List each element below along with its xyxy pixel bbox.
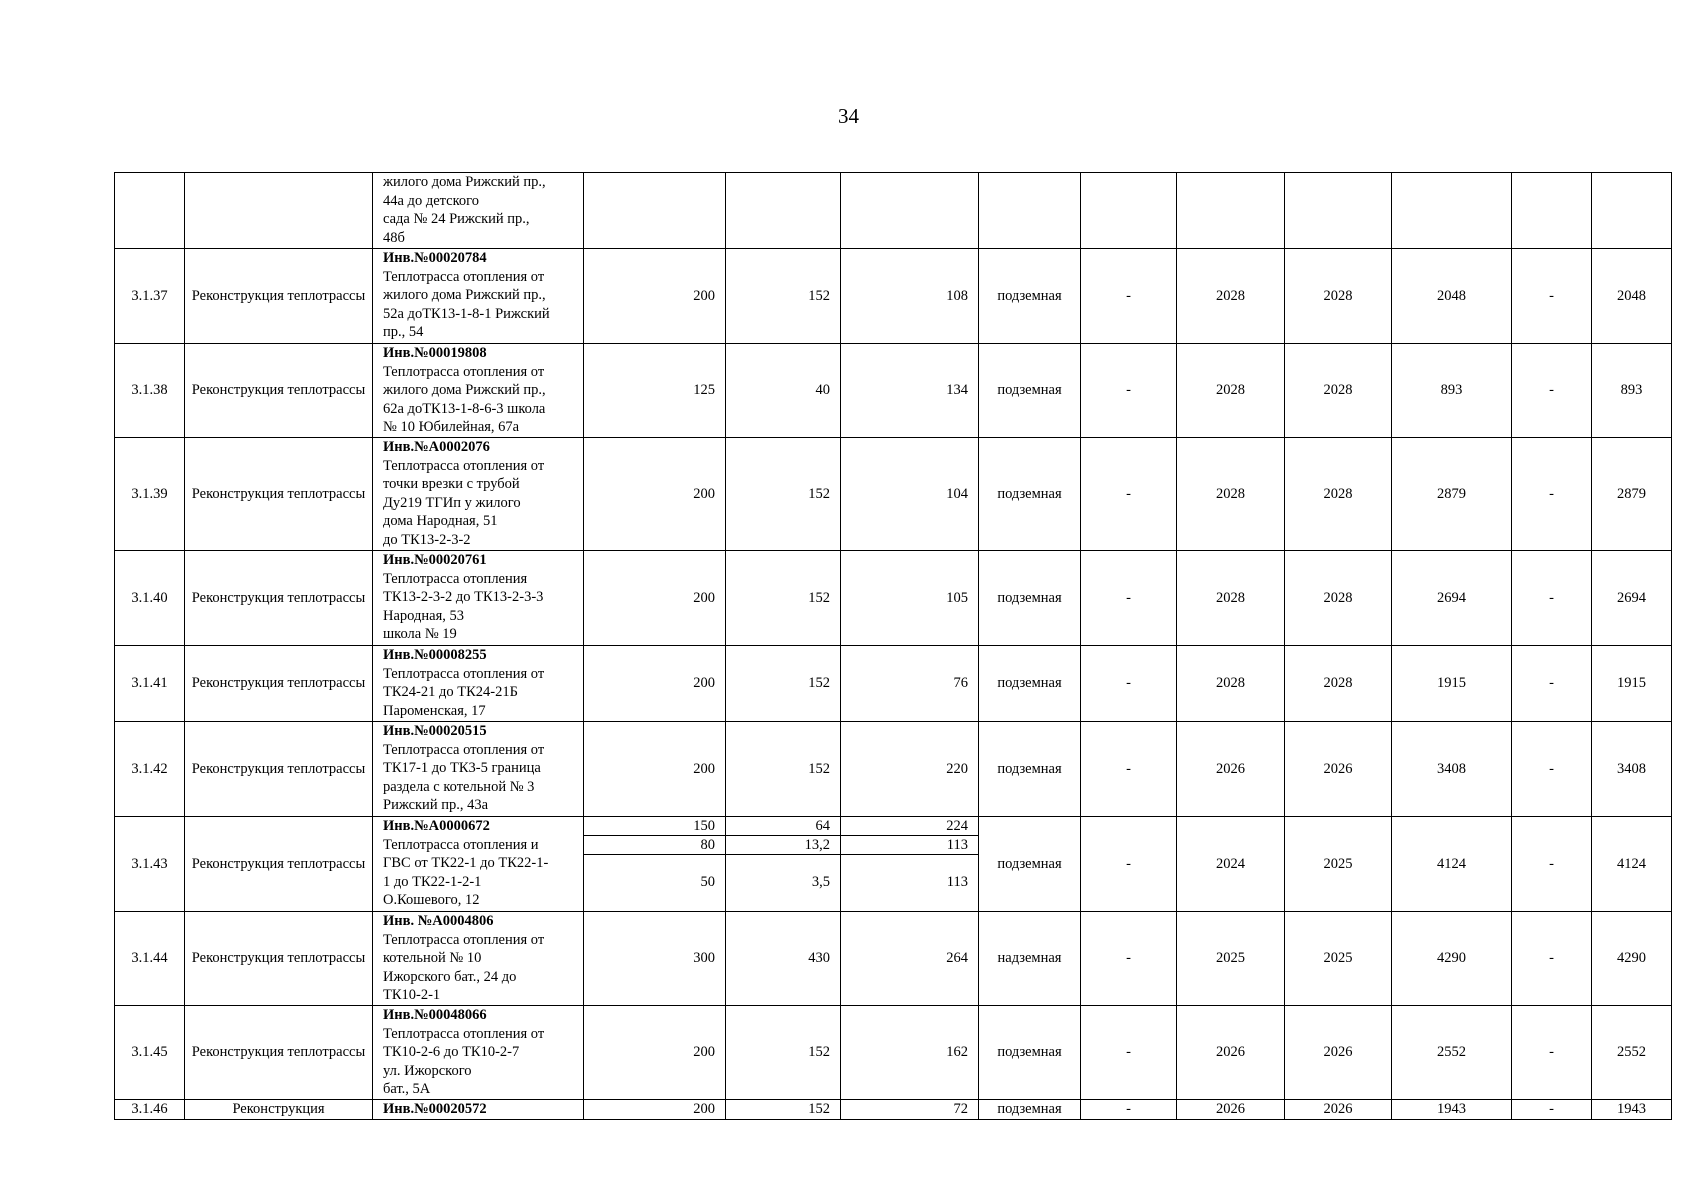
cell-diameter: 125 <box>584 344 726 438</box>
cell-dash: - <box>1512 344 1592 438</box>
cell-name: Реконструкция теплотрассы <box>185 817 373 912</box>
cell-year-end: 2025 <box>1285 912 1392 1006</box>
description-line: ТК10-2-6 до ТК10-2-7 <box>383 1044 520 1060</box>
cell-description <box>373 912 584 1006</box>
cell-year-end: 2028 <box>1285 438 1392 551</box>
cell-v2-split <box>726 817 841 912</box>
cell-laying-type: подземная <box>979 817 1081 912</box>
cell-dash: - <box>1512 249 1592 344</box>
cell-cost: 4124 <box>1392 817 1512 912</box>
cell-cost: 2694 <box>1392 551 1512 646</box>
description-line: жилого дома Рижский пр., <box>383 174 546 190</box>
sub-value: 3,5 <box>811 874 830 890</box>
cell-diameter: 300 <box>584 912 726 1006</box>
cell-dash: - <box>1081 438 1177 551</box>
cell-cost: 2552 <box>1392 1006 1512 1100</box>
sub-value: 50 <box>700 874 715 890</box>
cell-value: 152 <box>726 646 841 722</box>
cell-laying-type: подземная <box>979 1006 1081 1100</box>
cell-num: 3.1.46 <box>115 1100 185 1120</box>
cell-d-split <box>584 817 726 912</box>
cell-length: 220 <box>841 722 979 817</box>
cell-total: 4290 <box>1592 912 1672 1006</box>
cell-name: Реконструкция теплотрассы <box>185 438 373 551</box>
cell-cost: 2879 <box>1392 438 1512 551</box>
cell-num: 3.1.41 <box>115 646 185 722</box>
table-row <box>115 344 1672 438</box>
inventory-number: Инв. №А0004806 <box>383 913 494 929</box>
cell-value: 430 <box>726 912 841 1006</box>
cell-length: 76 <box>841 646 979 722</box>
cell-name <box>185 173 373 249</box>
description-line: Пароменская, 17 <box>383 702 486 719</box>
description-line: точки врезки с трубой <box>383 476 520 492</box>
cell-total: 893 <box>1592 344 1672 438</box>
inventory-number: Инв.№00020515 <box>383 723 487 739</box>
cell-year-end: 2028 <box>1285 344 1392 438</box>
cell-description <box>373 1100 584 1120</box>
cell-total: 2048 <box>1592 249 1672 344</box>
cell-num: 3.1.43 <box>115 817 185 912</box>
description-line: Теплотрасса отопления от <box>383 665 545 682</box>
cell-num: 3.1.44 <box>115 912 185 1006</box>
description-line: котельной № 10 <box>383 950 482 966</box>
cell-length: 105 <box>841 551 979 646</box>
description-line: ул. Ижорского <box>383 1062 472 1079</box>
cell-dash: - <box>1081 817 1177 912</box>
cell-description <box>373 817 584 912</box>
table-row <box>115 1100 1672 1120</box>
cell-year-start: 2028 <box>1177 249 1285 344</box>
cell-value: 152 <box>726 438 841 551</box>
cell-dash: - <box>1512 1006 1592 1100</box>
description-line: сада № 24 Рижский пр., <box>383 211 530 227</box>
inventory-number: Инв.№00020784 <box>383 250 487 266</box>
cell-dash: - <box>1512 722 1592 817</box>
inventory-number: Инв.№А0002076 <box>383 439 490 455</box>
description-line: № 10 Юбилейная, 67а <box>383 419 520 435</box>
table-row <box>115 1006 1672 1100</box>
cell-year-start: 2026 <box>1177 1100 1285 1120</box>
cell-total: 1915 <box>1592 646 1672 722</box>
inventory-number: Инв.№00048066 <box>383 1007 487 1023</box>
cell-dash: - <box>1512 912 1592 1006</box>
description-line: Рижский пр., 43а <box>383 797 489 813</box>
cell-dash: - <box>1081 1100 1177 1120</box>
cell-year-end: 2028 <box>1285 249 1392 344</box>
description-line: Теплотрасса отопления от <box>383 1025 545 1042</box>
cell-length: 72 <box>841 1100 979 1120</box>
description-line: 44а до детского <box>383 192 479 209</box>
sub-value: 13,2 <box>726 836 840 855</box>
description-line: бат., 5А <box>383 1081 431 1097</box>
cell-value: 152 <box>726 1006 841 1100</box>
description-line: ТК24-21 до ТК24-21Б <box>383 684 518 700</box>
cell-dash: - <box>1081 722 1177 817</box>
cell-diameter: 200 <box>584 1100 726 1120</box>
description-line: 62а доТК13-1-8-6-3 школа <box>383 400 546 417</box>
sub-value: 64 <box>726 817 840 836</box>
cell-description <box>373 173 584 249</box>
sub-value: 224 <box>841 817 978 836</box>
description-line: Теплотрасса отопления от <box>383 363 545 380</box>
table-row <box>115 912 1672 1006</box>
sub-value: 80 <box>584 836 725 855</box>
cell-dash: - <box>1512 551 1592 646</box>
cell-cost: 4290 <box>1392 912 1512 1006</box>
table-row <box>115 817 1672 912</box>
description-line: Теплотрасса отопления от <box>383 457 545 474</box>
cell-laying-type: подземная <box>979 646 1081 722</box>
cell-description <box>373 249 584 344</box>
cell-dash: - <box>1512 817 1592 912</box>
cell-year-start: 2028 <box>1177 551 1285 646</box>
measures-table <box>114 172 1672 1120</box>
description-line: ТК13-2-3-2 до ТК13-2-3-3 <box>383 589 544 605</box>
description-line: Теплотрасса отопления от <box>383 741 545 758</box>
table-row <box>115 551 1672 646</box>
description-line: жилого дома Рижский пр., <box>383 382 546 398</box>
cell-dash: - <box>1081 1006 1177 1100</box>
sub-value: 150 <box>584 817 725 836</box>
cell-cost: 3408 <box>1392 722 1512 817</box>
cell-description <box>373 344 584 438</box>
cell-length: 134 <box>841 344 979 438</box>
cell-year-start: 2024 <box>1177 817 1285 912</box>
cell-name: Реконструкция теплотрассы <box>185 344 373 438</box>
cell-year-start: 2026 <box>1177 1006 1285 1100</box>
description-line: 1 до ТК22-1-2-1 <box>383 873 482 890</box>
cell-year-end: 2028 <box>1285 646 1392 722</box>
cell-laying-type: подземная <box>979 344 1081 438</box>
cell-laying-type: подземная <box>979 1100 1081 1120</box>
cell-len-split <box>841 817 979 912</box>
cell-value: 152 <box>726 722 841 817</box>
cell-description <box>373 438 584 551</box>
cell-name: Реконструкция теплотрассы <box>185 249 373 344</box>
table-row <box>115 722 1672 817</box>
cell-laying-type: подземная <box>979 551 1081 646</box>
description-line: Народная, 53 <box>383 607 464 624</box>
cell-laying-type: подземная <box>979 722 1081 817</box>
cell-cost: 1943 <box>1392 1100 1512 1120</box>
cell-cost: 2048 <box>1392 249 1512 344</box>
description-line: ТК17-1 до ТК3-5 граница <box>383 760 541 776</box>
cell-total: 2879 <box>1592 438 1672 551</box>
inventory-number: Инв.№00020572 <box>383 1101 487 1117</box>
description-line: Ду219 ТГИп у жилого <box>383 494 521 511</box>
cell-dash: - <box>1081 912 1177 1006</box>
cell-value: 152 <box>726 551 841 646</box>
cell-value: 40 <box>726 344 841 438</box>
description-line: Теплотрасса отопления и <box>383 836 539 853</box>
cell-name: Реконструкция <box>185 1100 373 1120</box>
cell-cost: 1915 <box>1392 646 1512 722</box>
cell-num <box>115 173 185 249</box>
description-line: дома Народная, 51 <box>383 513 498 529</box>
cell-description <box>373 1006 584 1100</box>
cell-year-end: 2028 <box>1285 551 1392 646</box>
cell-year-end: 2025 <box>1285 817 1392 912</box>
cell-year-start: 2028 <box>1177 344 1285 438</box>
cell-num: 3.1.42 <box>115 722 185 817</box>
cell-laying-type: подземная <box>979 249 1081 344</box>
inventory-number: Инв.№А0000672 <box>383 818 490 834</box>
cell-total: 2552 <box>1592 1006 1672 1100</box>
cell-name: Реконструкция теплотрассы <box>185 551 373 646</box>
cell-dash: - <box>1081 344 1177 438</box>
cell-num: 3.1.39 <box>115 438 185 551</box>
inventory-number: Инв.№00019808 <box>383 345 487 361</box>
description-line: Теплотрасса отопления <box>383 570 528 587</box>
cell-num: 3.1.40 <box>115 551 185 646</box>
table-row-continuation <box>115 173 1672 249</box>
cell-dash: - <box>1081 646 1177 722</box>
cell-diameter: 200 <box>584 1006 726 1100</box>
cell-diameter: 200 <box>584 722 726 817</box>
cell-value: 152 <box>726 249 841 344</box>
description-line: ТК10-2-1 <box>383 987 441 1003</box>
cell-name: Реконструкция теплотрассы <box>185 722 373 817</box>
cell-year-start: 2028 <box>1177 438 1285 551</box>
cell-num: 3.1.45 <box>115 1006 185 1100</box>
cell-dash: - <box>1081 249 1177 344</box>
description-line: жилого дома Рижский пр., <box>383 287 546 303</box>
description-line: Теплотрасса отопления от <box>383 268 545 285</box>
sub-value: 113 <box>841 836 978 855</box>
cell-description <box>373 551 584 646</box>
cell-name: Реконструкция теплотрассы <box>185 1006 373 1100</box>
cell-year-start: 2025 <box>1177 912 1285 1006</box>
cell-length: 108 <box>841 249 979 344</box>
description-line: 52а доТК13-1-8-1 Рижский <box>383 305 550 322</box>
cell-year-start: 2028 <box>1177 646 1285 722</box>
cell-name: Реконструкция теплотрассы <box>185 646 373 722</box>
cell-diameter: 200 <box>584 249 726 344</box>
cell-num: 3.1.38 <box>115 344 185 438</box>
cell-total: 3408 <box>1592 722 1672 817</box>
cell-year-end: 2026 <box>1285 722 1392 817</box>
cell-diameter: 200 <box>584 438 726 551</box>
inventory-number: Инв.№00020761 <box>383 552 487 568</box>
sub-value: 113 <box>946 874 968 890</box>
description-line: раздела с котельной № 3 <box>383 778 535 795</box>
table-row <box>115 438 1672 551</box>
cell-laying-type: подземная <box>979 438 1081 551</box>
cell-num: 3.1.37 <box>115 249 185 344</box>
description-line: школа № 19 <box>383 626 457 642</box>
cell-value: 152 <box>726 1100 841 1120</box>
description-line: пр., 54 <box>383 324 424 340</box>
cell-dash: - <box>1512 646 1592 722</box>
cell-name: Реконструкция теплотрассы <box>185 912 373 1006</box>
page-number: 34 <box>838 104 859 128</box>
table-row <box>115 646 1672 722</box>
cell-length: 162 <box>841 1006 979 1100</box>
cell-year-start: 2026 <box>1177 722 1285 817</box>
cell-description <box>373 646 584 722</box>
cell-dash: - <box>1512 1100 1592 1120</box>
description-line: ГВС от ТК22-1 до ТК22-1- <box>383 855 549 871</box>
description-line: О.Кошевого, 12 <box>383 892 480 908</box>
description-line: до ТК13-2-3-2 <box>383 531 471 548</box>
description-line: Теплотрасса отопления от <box>383 931 545 948</box>
cell-diameter: 200 <box>584 646 726 722</box>
cell-total: 2694 <box>1592 551 1672 646</box>
cell-year-end: 2026 <box>1285 1006 1392 1100</box>
cell-dash: - <box>1081 551 1177 646</box>
description-line: 48б <box>383 229 405 246</box>
description-line: Ижорского бат., 24 до <box>383 968 517 985</box>
table-row <box>115 249 1672 344</box>
cell-laying-type: надземная <box>979 912 1081 1006</box>
cell-dash: - <box>1512 438 1592 551</box>
cell-length: 104 <box>841 438 979 551</box>
cell-year-end: 2026 <box>1285 1100 1392 1120</box>
cell-total: 4124 <box>1592 817 1672 912</box>
cell-diameter: 200 <box>584 551 726 646</box>
cell-length: 264 <box>841 912 979 1006</box>
cell-cost: 893 <box>1392 344 1512 438</box>
inventory-number: Инв.№00008255 <box>383 647 487 663</box>
cell-total: 1943 <box>1592 1100 1672 1120</box>
cell-description <box>373 722 584 817</box>
